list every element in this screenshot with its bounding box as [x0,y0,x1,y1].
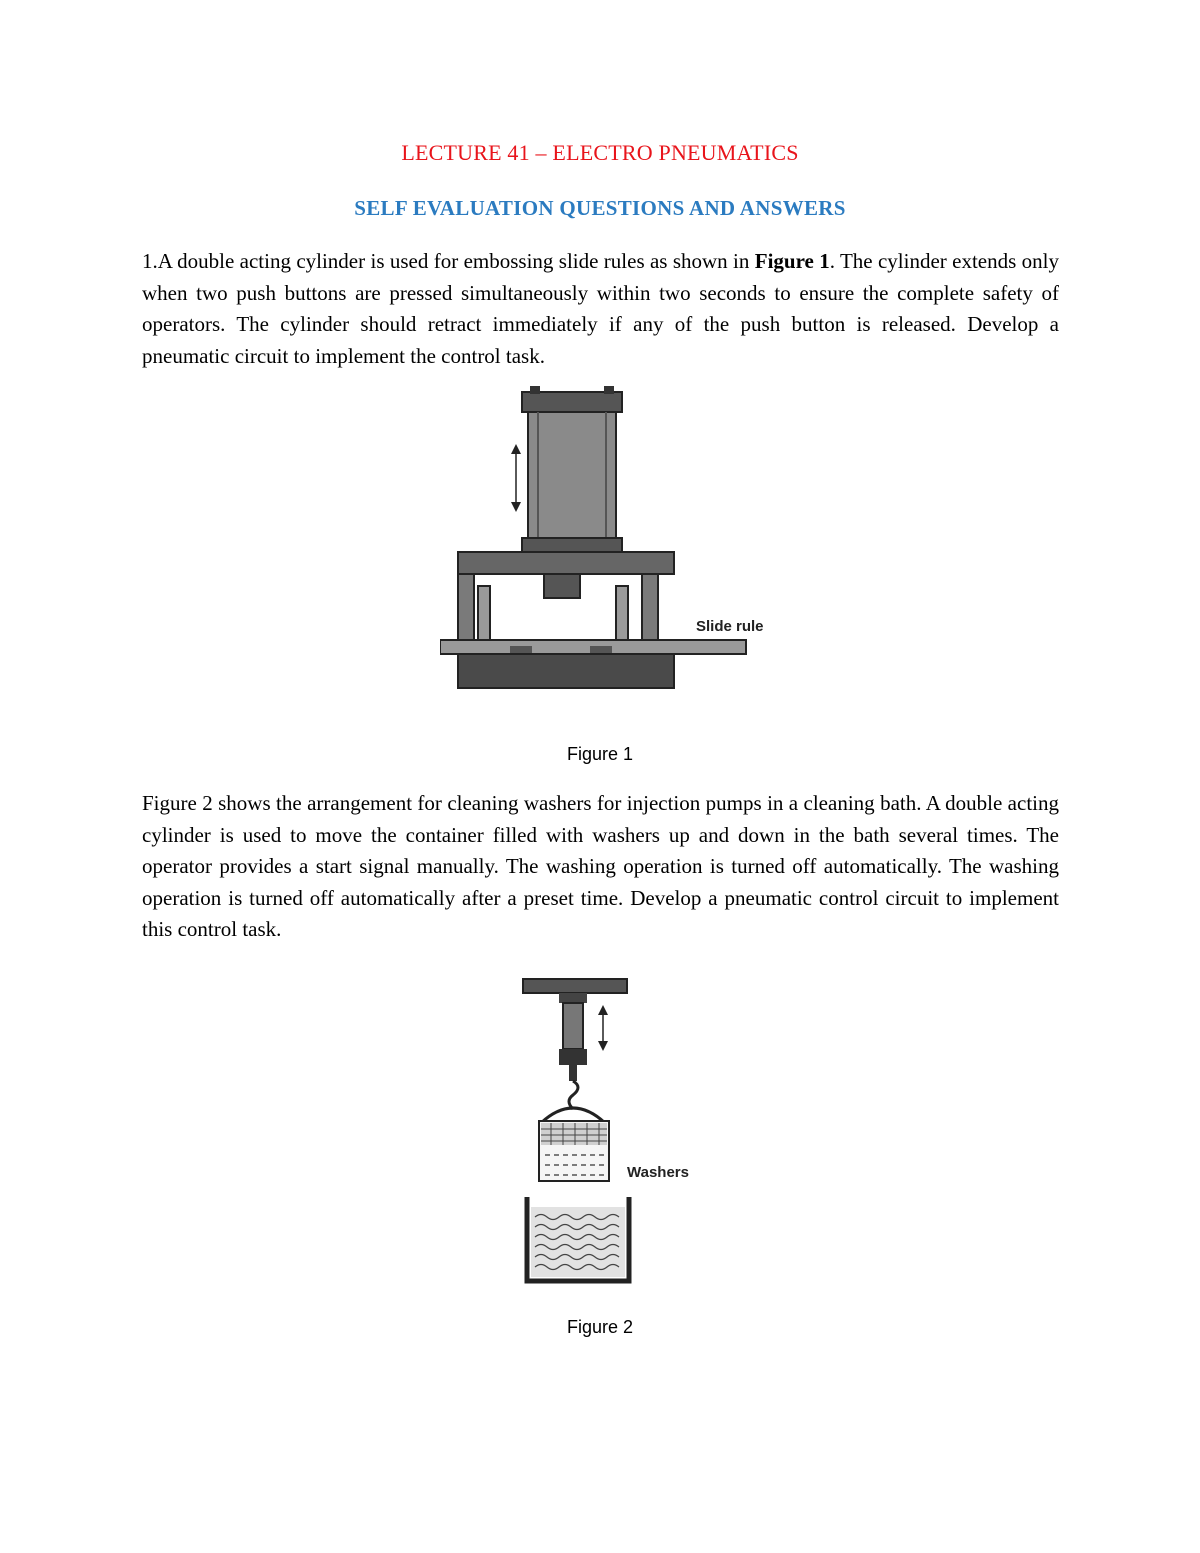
slide-rule-label: Slide rule [696,618,764,635]
figure-1-press-illustration [440,380,780,710]
motion-arrow-up-head [511,444,521,454]
press-base-plate [458,654,674,688]
hook [569,1081,578,1109]
slide-rule-die-left [510,646,532,654]
question-2: Figure 2 shows the arrangement for cleaning washers for injection pumps in a cleaning bath. A double acting cylinder is used to move the container filled with washers up and down in the bath several times. The operator provides a start signal manually. The washing operation is turned off automatically. The washing operation is turned off automatically after a preset time. Develop a pneumatic control circuit to implement this control task. [142,791,1059,941]
cylinder-head [559,993,587,1003]
page-subtitle: SELF EVALUATION QUESTIONS AND ANSWERS [354,196,846,220]
press-ram [544,574,580,598]
question-1 [142,246,1059,372]
washers-label: Washers [627,1164,689,1181]
cylinder-bottom-cap [522,538,622,552]
cylinder-body [563,1003,583,1049]
cylinder-end-cap [559,1049,587,1065]
page-title: LECTURE 41 – ELECTRO PNEUMATICS [401,140,799,165]
figure-2-caption: Figure 2 [566,1317,634,1337]
cylinder-cap-bolt-right [604,386,614,394]
cylinder-barrel [528,412,616,542]
question-1-text-after: . The cylinder extends only when two push buttons are pressed simultaneously within two seconds to ensure the complete safety of operators. The cylinder should retract immediately if any of the push button is released. Develop a pneumatic circuit to implement the control task. [142,249,1060,368]
motion-arrow-up-head [598,1005,608,1015]
piston-rod [569,1065,577,1081]
press-top-plate [458,552,674,574]
motion-arrow-down-head [598,1041,608,1051]
cylinder-top-cap [522,392,622,412]
mounting-plate [523,979,627,993]
figure-1-caption: Figure 1 [566,744,634,764]
figure-2-washer-illustration [455,965,735,1295]
cylinder-cap-bolt-left [530,386,540,394]
cleaning-bath-liquid [531,1207,625,1277]
motion-arrow-down-head [511,502,521,512]
slide-rule-die-right [590,646,612,654]
question-1-text-before: 1.A double acting cylinder is used for embossing slide rules as shown in [142,249,755,273]
figure-1-reference: Figure 1 [754,249,830,273]
